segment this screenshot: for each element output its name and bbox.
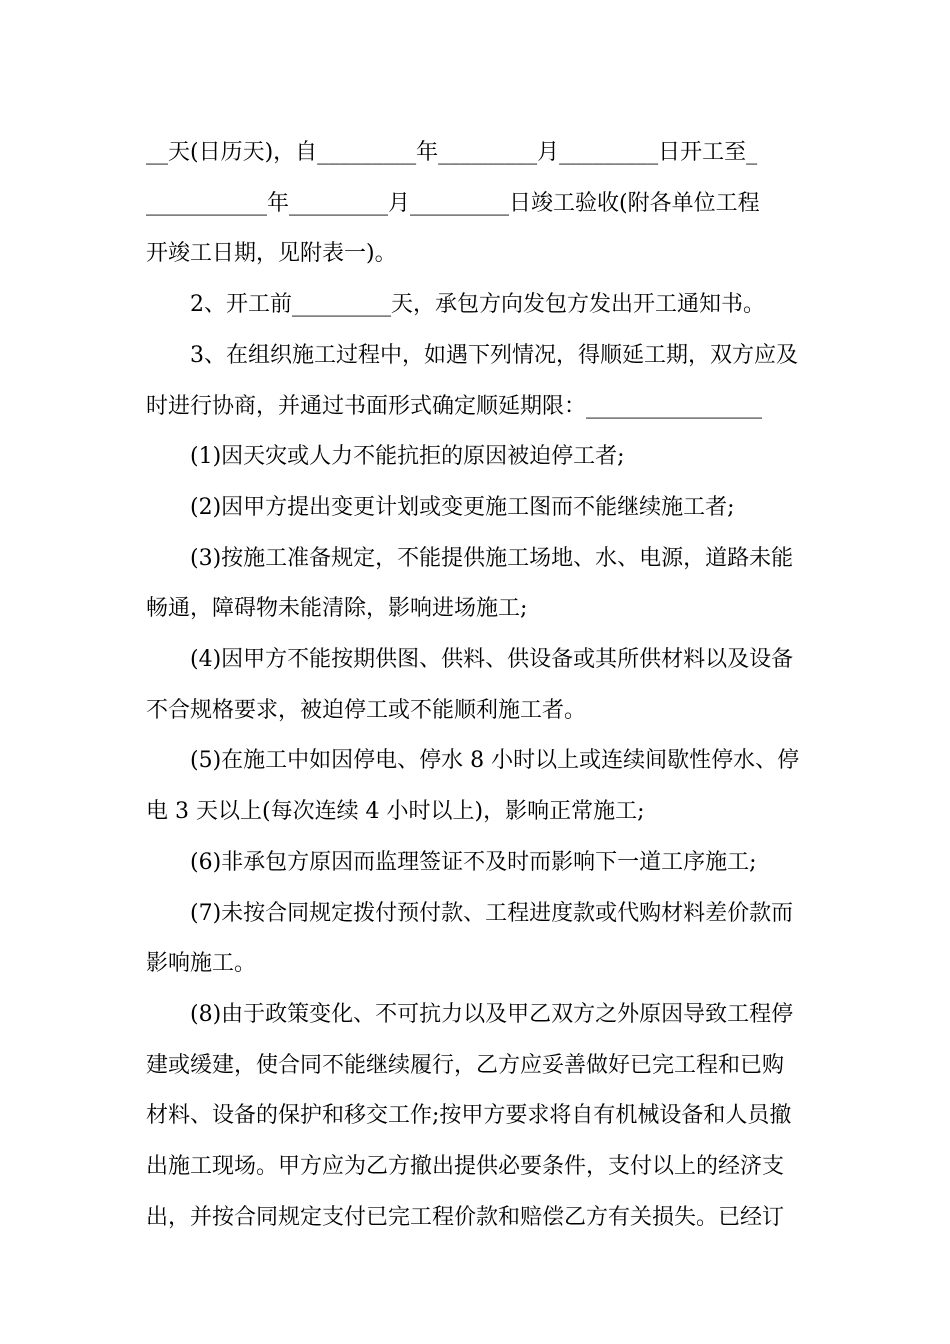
- paragraph-item-6: [146, 838, 808, 889]
- text-line: __天(日历天)，自_________年_________月_________日开工至_: [146, 140, 758, 165]
- paragraph-item-2: [146, 483, 808, 534]
- text-line: (7)未按合同规定拨付预付款、工程进度款或代购材料差价款而: [190, 900, 794, 926]
- text-line: 建或缓建，使合同不能继续履行，乙方应妥善做好已完工程和已购: [146, 1052, 785, 1078]
- text-line: (2)因甲方提出变更计划或变更施工图而不能继续施工者;: [190, 494, 735, 520]
- paragraph-item-4: [146, 635, 808, 736]
- paragraph-item-8: [146, 990, 808, 1244]
- document-body: [146, 128, 808, 1243]
- paragraph-item-3: [146, 534, 808, 635]
- text-line: (1)因天灾或人力不能抗拒的原因被迫停工者;: [190, 444, 625, 470]
- paragraph-duration: [146, 128, 808, 280]
- text-line: 影响施工。: [146, 951, 257, 977]
- text-line: 出，并按合同规定支付已完工程价款和赔偿乙方有关损失。已经订: [146, 1204, 785, 1230]
- text-line: 开竣工日期，见附表一)。: [146, 241, 397, 267]
- text-line: 2、开工前_________天，承包方向发包方发出开工通知书。: [190, 292, 765, 318]
- paragraph-clause-3: [146, 331, 808, 432]
- text-line: 时进行协商，并通过书面形式确定顺延期限：________________: [146, 393, 763, 419]
- paragraph-item-7: [146, 889, 808, 990]
- text-line: (3)按施工准备规定，不能提供施工场地、水、电源，道路未能: [190, 545, 794, 571]
- text-line: (5)在施工中如因停电、停水 8 小时以上或连续间歇性停水、停: [190, 748, 800, 774]
- text-line: 不合规格要求，被迫停工或不能顺利施工者。: [146, 697, 587, 723]
- paragraph-clause-2: [146, 280, 808, 331]
- text-line: (8)由于政策变化、不可抗力以及甲乙双方之外原因导致工程停: [190, 1001, 794, 1027]
- paragraph-item-5: [146, 736, 808, 837]
- text-line: 材料、设备的保护和移交工作;按甲方要求将自有机械设备和人员撤: [146, 1103, 792, 1129]
- text-line: (6)非承包方原因而监理签证不及时而影响下一道工序施工;: [190, 849, 757, 875]
- paragraph-item-1: [146, 432, 808, 483]
- text-line: (4)因甲方不能按期供图、供料、供设备或其所供材料以及设备: [190, 647, 794, 673]
- text-line: ___________年_________月_________日竣工验收(附各单位工程: [146, 190, 760, 216]
- text-line: 电 3 天以上(每次连续 4 小时以上)，影响正常施工;: [146, 799, 645, 825]
- text-line: 畅通，障碍物未能清除，影响进场施工;: [146, 596, 528, 622]
- text-line: 3、在组织施工过程中，如遇下列情况，得顺延工期，双方应及: [190, 342, 798, 368]
- text-line: 出施工现场。甲方应为乙方撤出提供必要条件，支付以上的经济支: [146, 1154, 785, 1180]
